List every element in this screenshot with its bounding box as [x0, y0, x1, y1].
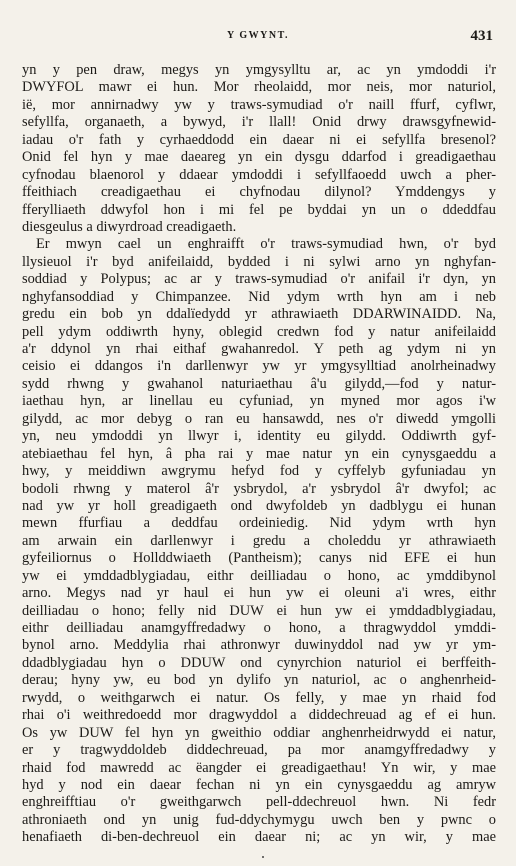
- text-line: henafiaeth di-ben-dechreuol ein daear ni; ac yn wir, y mae: [22, 829, 496, 846]
- running-title: Y GWYNT.: [227, 30, 289, 41]
- text-line: yn, neu ymdoddi yn llwyr i, identity eu gilydd. Oddiwrth gyf-: [22, 428, 496, 445]
- ink-speck: [262, 856, 264, 858]
- text-line: llysieuol i'r byd anifeilaidd, bydded i ni sylwi arno yn nghyfan-: [22, 253, 496, 270]
- text-line: ceisio ei ddangos i'n darllenwyr yw yr ymgysylltiad anolrheinadwy: [22, 358, 496, 375]
- text-line: hyd y nod ein daear fechan ni yn ein cynysgaeddu ag amryw: [22, 776, 496, 793]
- text-line: arno. Megys nad yr haul ei hun yw ei oleuni a'i wres, eithr: [22, 585, 496, 602]
- text-line: gilydd, ac mor debyg o ran eu hansawdd, nes o'r diwedd ymgolli: [22, 410, 496, 427]
- text-line: enghreifftiau o'r gweithgarwch pell-ddechreuol hwn. Ni fedr: [22, 794, 496, 811]
- text-line: nad yw yr holl greadigaeth ond dwyfoldeb yn dadblygu ei hunan: [22, 497, 496, 514]
- text-line: bynol arno. Meddylia rhai athronwyr duwinyddol nad yw yr ym-: [22, 637, 496, 654]
- text-line: iadau o'r fath y cyrhaeddodd ein daear ni ei sefyllfa bresenol?: [22, 131, 496, 148]
- text-line: athroniaeth ond yn unig fud-ddychymygu uwch ben y pwnc o: [22, 811, 496, 828]
- text-line: sefyllfa, organaeth, a bywyd, i'r llall! Onid drwy drawsgyfnewid-: [22, 114, 496, 131]
- text-line: nghyfansoddiad y Chimpanzee. Nid ydym wrth hyn am i neb: [22, 288, 496, 305]
- text-line: rwydd, o weithgarwch ei natur. Os felly, y mae yn rhaid fod: [22, 689, 496, 706]
- text-line: rhai o'i weithredoedd mor dragwyddol a diddechreuad ag ef ei hun.: [22, 707, 496, 724]
- text-line: iaethau hyn, ar linellau eu cyfuniad, yn myned mor agos i'w: [22, 393, 496, 410]
- text-line: Onid fel hyn y mae daeareg yn ein dysgu ddarfod i greadigaethau: [22, 149, 496, 166]
- text-line: am arwain ein darllenwyr i gredu a choleddu yr athrawiaeth: [22, 532, 496, 549]
- text-line: gyfeiliornus o Hollddwiaeth (Pantheism); canys nid EFE ei hun: [22, 550, 496, 567]
- text-line: pell ydym oddiwrth hyny, oblegid credwn fod y natur anifeilaidd: [22, 323, 496, 340]
- text-line: sydd rhwng y gwahanol naturiaethau â'u gilydd,—fod y natur-: [22, 375, 496, 392]
- text-line: deilliadau o hono; felly nid DUW ei hun yw ei ymddadblygiadau,: [22, 602, 496, 619]
- text-line: ffeithiach creadigaethau ei chyfnodau dilynol? Ymddengys y: [22, 184, 496, 201]
- text-line: gredu ein bob yn ddalïedydd yr athrawiaeth DDARWINAIDD. Na,: [22, 306, 496, 323]
- text-line: ddadblygiadau hyn o DDUW ond cynyrchion naturiol ei berffeith-: [22, 654, 496, 671]
- text-line: Os yw DUW fel hyn yn gweithio oddiar anghenrheidrwydd ei natur,: [22, 724, 496, 741]
- text-line: yn y pen draw, megys yn ymgysylltu ar, ac yn ymdoddi i'r: [22, 62, 496, 78]
- text-line: Er mwyn cael un enghraifft o'r traws-symudiad hwn, o'r byd: [36, 236, 496, 253]
- text-line: rhaid fod mawredd ac ëangder ei greadigaethau! Yn wir, y mae: [22, 759, 496, 776]
- page-number: 431: [470, 28, 493, 44]
- text-line: a'r ddynol yn rhai eithaf gwahanredol. Y peth ag ydym ni yn: [22, 341, 496, 357]
- running-head: [0, 28, 516, 48]
- text-line: mewn ffurfiau a deddfau ordeiniedig. Nid ydym wrth hyn: [22, 515, 496, 532]
- text-line: diesgeulus a diwyrdroad creadigaeth.: [22, 218, 237, 235]
- text-line: eithr deilliadau anamgyffredadwy o hono, a thragwyddol ymddi-: [22, 620, 496, 636]
- text-line: cyfnodau blaenorol y ddaear ymdoddi i sefyllfaoedd uwch a pher-: [22, 166, 496, 183]
- text-line: atebiaethau fel hyn, â pha rai y mae natur yn ein cynysgaeddu a: [22, 445, 496, 462]
- text-line: fferylliaeth ddwyfol hon i mi fel pe byddai yn un o ddeddfau: [22, 201, 496, 218]
- text-line: soddiad y Polypus; ac ar y traws-symudiad o'r anifail i'r dyn, yn: [22, 271, 496, 288]
- text-line: DWYFOL mawr ei hun. Mor rheolaidd, mor neis, mor naturiol,: [22, 79, 496, 96]
- text-line: yw ei ymddadblygiadau, eithr deilliadau o hono, ac ymddibynol: [22, 567, 496, 584]
- text-line: bodoli rhwng y materol â'r ysbrydol, a'r ysbrydol â'r dwyfol; ac: [22, 480, 496, 497]
- text-line: ië, mor annirnadwy yw y traws-symudiad o'r naill ffurf, cyflwr,: [22, 96, 496, 113]
- text-line: hwy, y meiddiwn awgrymu hefyd fod y cyffelyb gyfuniadau yn: [22, 463, 496, 480]
- text-line: er y tragwyddoldeb diddechreuad, pa mor anamgyffredadwy y: [22, 742, 496, 759]
- text-line: derau; hyny yw, eu bod yn dylifo yn naturiol, ac o anghenrheid-: [22, 672, 496, 689]
- body-text: [22, 62, 496, 847]
